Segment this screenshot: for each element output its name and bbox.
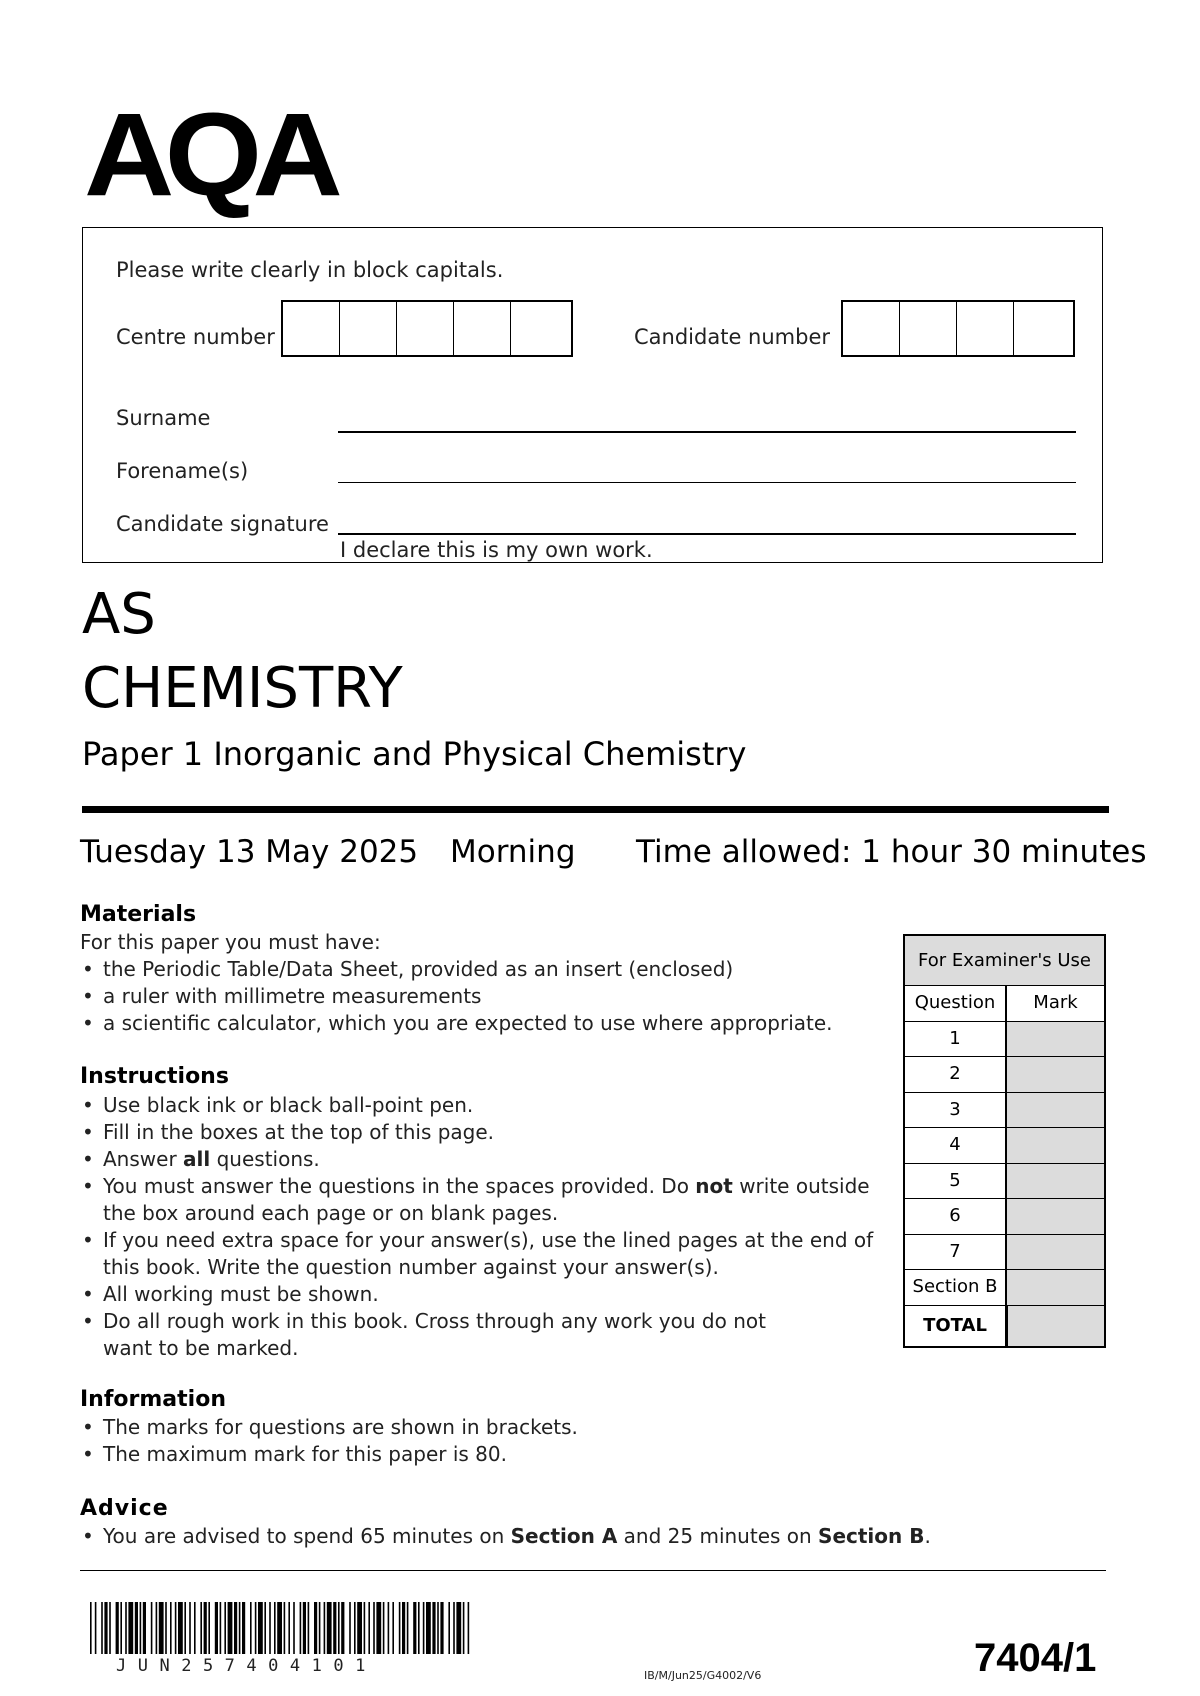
examiner-table-title: For Examiner's Use: [905, 936, 1104, 986]
list-item: • a ruler with millimetre measurements: [80, 983, 870, 1010]
footer-divider: [80, 1570, 1106, 1571]
text: and 25 minutes on: [617, 1524, 819, 1548]
emphasis: not: [695, 1174, 733, 1198]
list-item: • If you need extra space for your answer(s), use the lined pages at the end of this book. Write the question number against your answer(s).: [80, 1227, 883, 1281]
surname-field[interactable]: [338, 431, 1076, 433]
text: questions.: [210, 1147, 320, 1171]
emphasis: Section A: [510, 1524, 618, 1548]
table-row: [905, 1022, 1104, 1058]
text: write outside the box around each page or on blank pages.: [103, 1174, 870, 1225]
paper-title: Paper 1 Inorganic and Physical Chemistry: [82, 735, 747, 773]
question-column-header: Question: [905, 986, 1007, 1021]
list-item: • a scientific calculator, which you are expected to use where appropriate.: [80, 1010, 870, 1037]
text: .: [924, 1524, 931, 1548]
candidate-number-box[interactable]: [957, 302, 1014, 355]
mark-cell[interactable]: [1007, 1270, 1104, 1305]
forenames-label: Forename(s): [116, 459, 249, 483]
total-row: [905, 1306, 1104, 1346]
signature-field[interactable]: [338, 533, 1076, 535]
emphasis: all: [183, 1147, 211, 1171]
question-number: 1: [905, 1022, 1007, 1057]
list-item: • Use black ink or black ball-point pen.: [80, 1092, 870, 1119]
title-divider: [82, 806, 1109, 813]
instructions-list: [80, 1092, 874, 1362]
text: You must answer the questions in the spaces provided. Do: [103, 1174, 696, 1198]
mark-cell[interactable]: [1007, 1128, 1104, 1163]
table-row: [905, 1270, 1104, 1306]
question-number: 3: [905, 1093, 1007, 1128]
centre-number-box[interactable]: [340, 302, 397, 355]
surname-label: Surname: [116, 406, 211, 430]
centre-number-box[interactable]: [454, 302, 511, 355]
centre-number-label: Centre number: [116, 325, 275, 349]
mark-cell[interactable]: [1007, 1164, 1104, 1199]
list-item: [80, 1146, 870, 1173]
examiner-use-table: [903, 934, 1106, 1348]
question-number: 6: [905, 1199, 1007, 1234]
question-number: 5: [905, 1164, 1007, 1199]
mark-cell[interactable]: [1007, 1022, 1104, 1057]
candidate-number-label: Candidate number: [634, 325, 830, 349]
emphasis: Section B: [818, 1524, 925, 1548]
declaration-text: I declare this is my own work.: [340, 538, 653, 562]
text: You are advised to spend 65 minutes on: [103, 1524, 511, 1548]
paper-code: 7404/1: [974, 1636, 1097, 1680]
total-mark-cell[interactable]: [1008, 1306, 1104, 1346]
list-item: • the Periodic Table/Data Sheet, provided as an insert (enclosed): [80, 956, 870, 983]
candidate-number-boxes[interactable]: [841, 300, 1075, 357]
document-reference: IB/M/Jun25/G4002/V6: [644, 1669, 762, 1682]
table-row: [905, 1057, 1104, 1093]
text: Answer: [103, 1147, 184, 1171]
materials-list: [80, 956, 870, 1037]
table-row: [905, 1235, 1104, 1271]
subject-title: CHEMISTRY: [82, 656, 403, 721]
materials-intro: For this paper you must have:: [80, 930, 381, 954]
table-row: [905, 1128, 1104, 1164]
signature-label: Candidate signature: [116, 512, 329, 536]
table-row: [905, 1199, 1104, 1235]
exam-session: Morning: [450, 834, 576, 870]
table-row: [905, 1164, 1104, 1200]
list-item: [80, 1173, 883, 1227]
centre-number-box[interactable]: [511, 302, 568, 355]
instructions-heading: Instructions: [80, 1064, 229, 1089]
candidate-number-box[interactable]: [1014, 302, 1071, 355]
list-item: • Fill in the boxes at the top of this page.: [80, 1119, 870, 1146]
barcode: [90, 1602, 470, 1654]
advice-list: [80, 1523, 1080, 1550]
mark-cell[interactable]: [1007, 1199, 1104, 1234]
list-item: • The maximum mark for this paper is 80.: [80, 1441, 870, 1468]
mark-column-header: Mark: [1007, 986, 1104, 1021]
question-number: 2: [905, 1057, 1007, 1092]
list-item: • Do all rough work in this book. Cross through any work you do not want to be marked.: [80, 1308, 803, 1362]
information-list: [80, 1414, 870, 1468]
mark-cell[interactable]: [1007, 1057, 1104, 1092]
exam-date: Tuesday 13 May 2025: [80, 834, 419, 870]
centre-number-box[interactable]: [397, 302, 454, 355]
mark-cell[interactable]: [1007, 1235, 1104, 1270]
forenames-field[interactable]: [338, 482, 1076, 483]
materials-heading: Materials: [80, 902, 197, 927]
total-label: TOTAL: [905, 1306, 1008, 1346]
list-item: • All working must be shown.: [80, 1281, 870, 1308]
examiner-table-header: [905, 986, 1104, 1022]
barcode-text: JUN257404101: [116, 1656, 377, 1676]
candidate-number-box[interactable]: [900, 302, 957, 355]
time-allowed: Time allowed: 1 hour 30 minutes: [636, 834, 1147, 870]
table-row: [905, 1093, 1104, 1129]
centre-number-box[interactable]: [283, 302, 340, 355]
list-item: • The marks for questions are shown in brackets.: [80, 1414, 870, 1441]
question-number: Section B: [905, 1270, 1007, 1305]
question-number: 4: [905, 1128, 1007, 1163]
qualification-level: AS: [82, 582, 156, 647]
question-number: 7: [905, 1235, 1007, 1270]
list-item: [80, 1523, 1080, 1550]
block-capitals-instruction: Please write clearly in block capitals.: [116, 258, 504, 282]
centre-number-boxes[interactable]: [281, 300, 573, 357]
advice-heading: Advice: [80, 1496, 169, 1521]
mark-cell[interactable]: [1007, 1093, 1104, 1128]
aqa-logo: AQA: [84, 89, 334, 221]
candidate-number-box[interactable]: [843, 302, 900, 355]
information-heading: Information: [80, 1387, 226, 1412]
